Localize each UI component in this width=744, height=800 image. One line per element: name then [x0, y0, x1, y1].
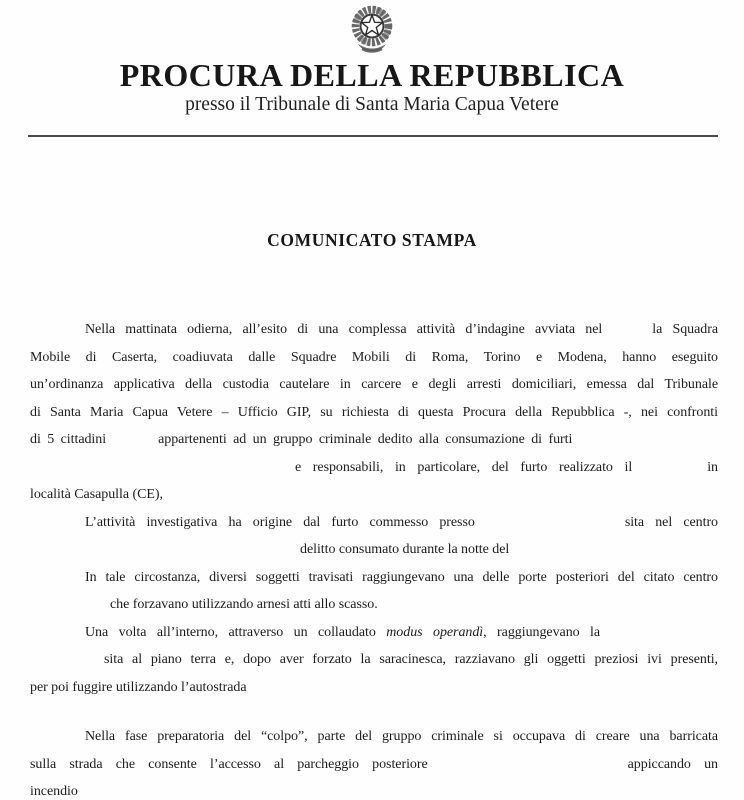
text-segment: Mobile di Caserta, coadiuvata dalle Squadre Mobili di Roma, Torino e Modena, hanno eseguito	[30, 349, 718, 365]
text-line	[30, 481, 718, 509]
text-segment: sulla strada che consente l’accesso al parcheggio posteriore	[30, 756, 428, 772]
text-segment: appartenenti ad un gruppo criminale dedito alla consumazione di furti	[158, 432, 573, 447]
text-line	[30, 751, 718, 779]
redacted-gap	[475, 525, 625, 526]
text-segment: incendio	[30, 784, 78, 799]
text-segment: la Squadra	[652, 322, 719, 337]
text-line	[85, 509, 718, 537]
text-segment: per poi fuggire utilizzando l’autostrada	[30, 679, 247, 695]
redacted-gap	[428, 767, 628, 768]
text-segment: sita al piano terra e, dopo aver forzato la saracinesca, razziavano gli oggetti preziosi ivi presenti,	[104, 652, 718, 667]
text-line	[30, 344, 718, 372]
press-release-heading: COMUNICATO STAMPA	[267, 230, 477, 250]
header-divider	[28, 135, 718, 137]
document-body	[0, 316, 744, 800]
text-line	[30, 674, 718, 702]
text-line	[85, 723, 718, 751]
text-line	[30, 371, 718, 399]
text-line	[295, 454, 718, 482]
text-segment: località Casapulla (CE),	[30, 487, 163, 502]
italy-emblem-icon	[0, 3, 744, 57]
text-segment: appiccando un	[627, 756, 718, 772]
text-line	[300, 536, 718, 564]
text-segment: Nella fase preparatoria del “colpo”, parte del gruppo criminale si occupava di creare una barricata	[85, 729, 718, 744]
letterhead	[0, 0, 744, 137]
text-segment: In tale circostanza, diversi soggetti travisati raggiungevano una delle porte posteriori del citato centro	[85, 569, 718, 585]
text-segment: in	[707, 459, 718, 475]
text-line	[85, 564, 718, 592]
redacted-gap	[106, 442, 158, 443]
text-segment: che forzavano utilizzando arnesi atti allo scasso.	[110, 597, 378, 612]
text-segment: , raggiungevano la	[483, 624, 601, 640]
org-subtitle: presso il Tribunale di Santa Maria Capua Vetere	[185, 94, 559, 115]
text-segment: delitto consumato durante la notte del	[300, 542, 510, 557]
text-line	[30, 426, 718, 454]
text-segment: L’attività investigativa ha origine dal furto commesso presso	[85, 514, 475, 530]
text-segment: un’ordinanza applicativa della custodia cautelare in carcere e degli arresti domiciliari, emessa dal Tribunale	[30, 377, 718, 392]
text-segment: di 5 cittadini	[30, 432, 107, 447]
text-line	[30, 778, 718, 800]
text-segment: di Santa Maria Capua Vetere – Ufficio GIP, su richiesta di questa Procura della Repubblica -, nei confronti	[30, 404, 718, 420]
text-line	[30, 399, 718, 427]
text-line	[110, 591, 718, 619]
redacted-gap	[602, 332, 652, 333]
org-title: PROCURA DELLA REPUBBLICA	[119, 57, 625, 93]
text-segment: sita nel centro	[624, 514, 719, 530]
text-segment: e responsabili, in particolare, del furto realizzato il	[295, 459, 633, 475]
text-line	[104, 646, 718, 674]
text-line	[85, 619, 718, 647]
redacted-gap	[632, 470, 707, 471]
text-segment: Nella mattinata odierna, all’esito di una complessa attività d’indagine avviata nel	[85, 322, 603, 337]
text-segment: Una volta all’interno, attraverso un collaudato	[85, 624, 387, 640]
text-segment: modus operandì	[386, 624, 484, 640]
text-line	[85, 316, 718, 344]
